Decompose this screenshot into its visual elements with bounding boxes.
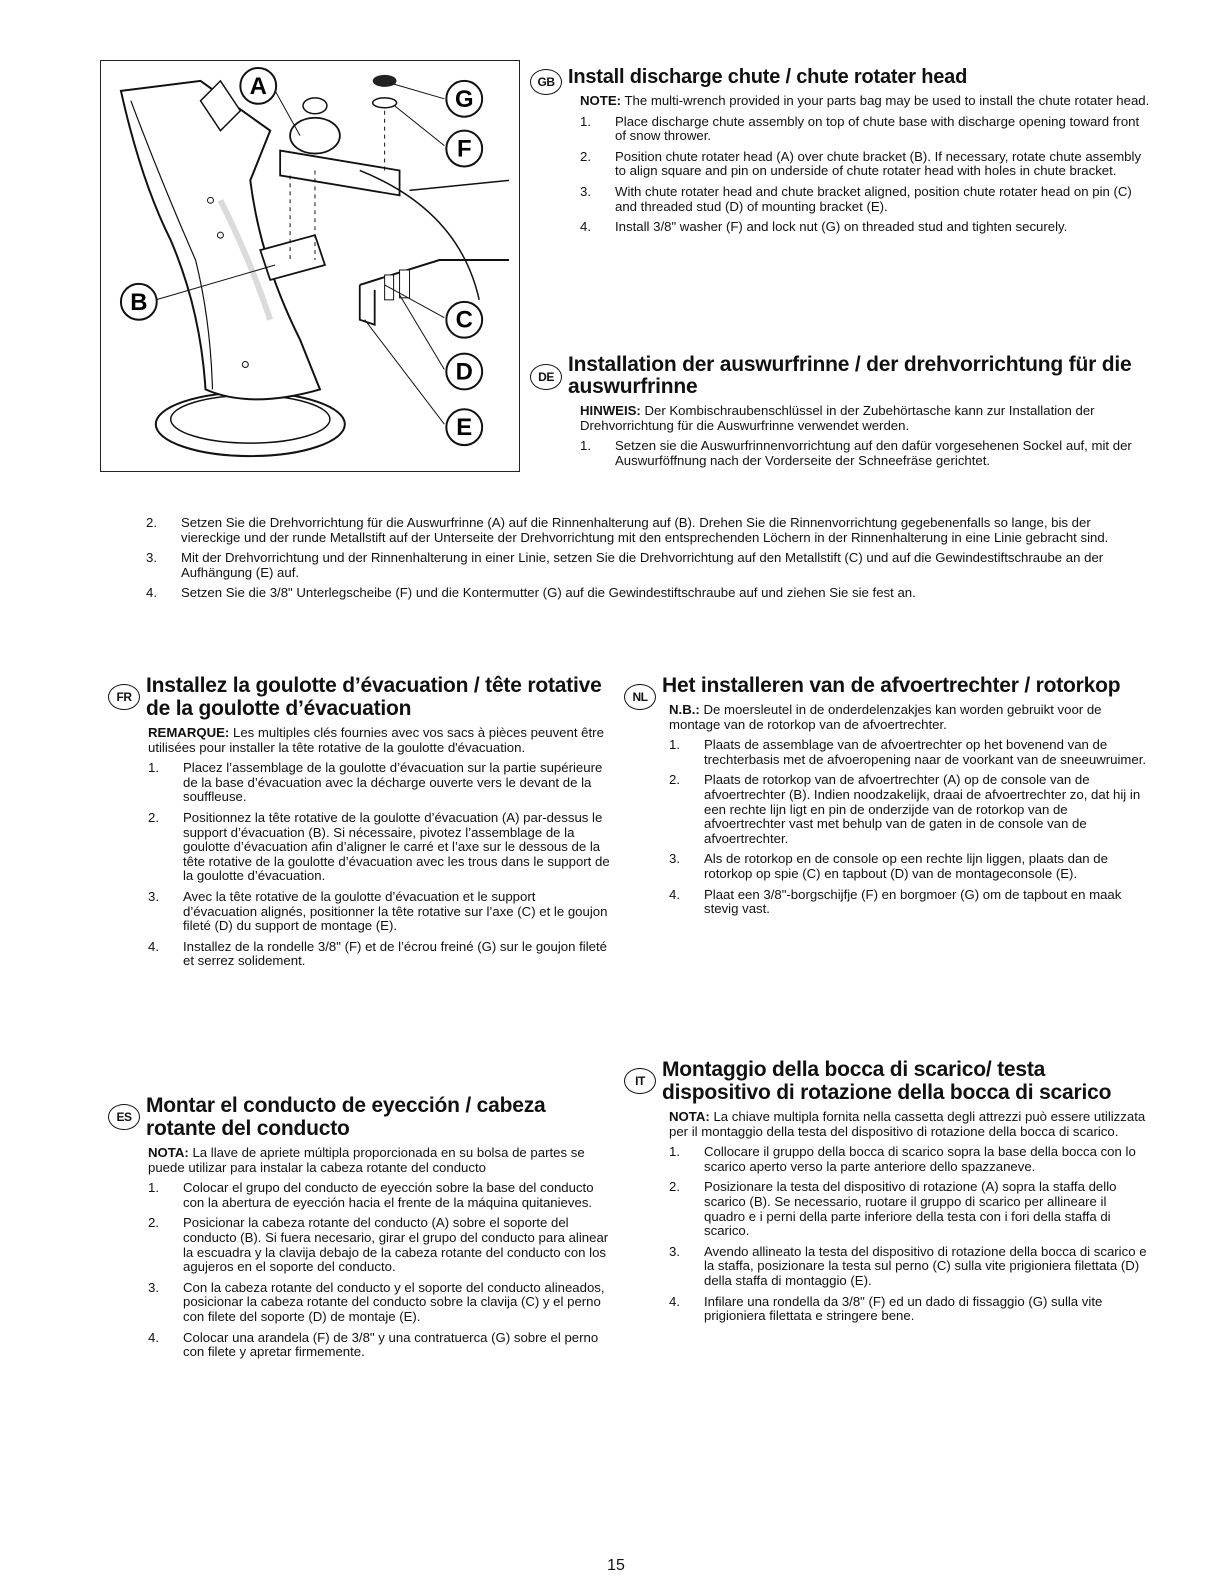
list-item: 1. Collocare il gruppo della bocca di scarico sopra la base della bocca con lo scarico aperto verso la parte anteriore dello spazzaneve. bbox=[669, 1144, 1136, 1174]
section-es-title: ES Montar el conducto de eyección / cabeza rotante del conducto bbox=[108, 1094, 613, 1140]
list-item: 4. Colocar una arandela (F) de 3/8" y una contratuerca (G) sobre el perno con filete y apretar firmemente. bbox=[148, 1329, 599, 1360]
callout-b-label: B bbox=[130, 288, 148, 316]
callout-f-label: F bbox=[456, 135, 472, 163]
language-badge-it: IT bbox=[624, 1068, 656, 1094]
section-it-note: NOTA: La chiave multipla fornita nella cassetta degli attrezzi può essere utilizzata per il montaggio della testa del dispositivo di rotazione della bocca di scarico. bbox=[669, 1109, 1146, 1139]
section-it bbox=[624, 1058, 1150, 1330]
chute-assembly-diagram bbox=[101, 61, 519, 471]
section-de bbox=[530, 354, 1150, 474]
list-item: 2. Plaats de rotorkop van de afvoertrechter (A) op de console van de afvoertrechter (B). Indien noodzakelijk, draai de afvoertrechter zo, dat hij in een rechte lijn ligt en pin de onderzijde van de rotorkop van de afvoertrechter vast met behulp van de gaten in de console van de afvoertrechter. bbox=[669, 772, 1141, 846]
section-nl-title: NL Het installeren van de afvoertrechter / rotorkop bbox=[624, 674, 1150, 697]
callout-g-label: G bbox=[454, 85, 474, 113]
list-item: 3. With chute rotater head and chute bracket aligned, position chute rotater head on pin (C) and threaded stud (D) of mounting bracket (E). bbox=[580, 183, 1132, 214]
callout-e-label: E bbox=[456, 414, 473, 442]
section-de-steps-wide bbox=[146, 516, 1150, 601]
list-item: 4. Installez de la rondelle 3/8" (F) et de l’écrou freiné (G) sur le goujon fileté et serrez solidement. bbox=[148, 938, 607, 969]
list-item: 3. Mit der Drehvorrichtung und der Rinnenhalterung in einer Linie, setzen Sie die Drehvorrichtung auf den Metallstift (C) und auf die Gewindestiftschraube an der Aufhängung (E) auf. bbox=[146, 550, 1104, 580]
list-item: 3. Als de rotorkop en de console op een rechte lijn liggen, plaats dan de rotorkop op spie (C) en tapbout (D) van de montageconsole (E). bbox=[669, 851, 1108, 881]
section-fr bbox=[108, 674, 613, 975]
list-item: 1. Placez l’assemblage de la goulotte d’évacuation sur la partie supérieure de la base d’évacuation avec la décharge ouverte vers le devant de la souffleuse. bbox=[148, 760, 603, 805]
language-badge-fr: FR bbox=[108, 684, 140, 710]
list-item: 4. Install 3/8" washer (F) and lock nut (G) on threaded stud and tighten securely. bbox=[580, 219, 1068, 235]
section-gb-note: NOTE: The multi-wrench provided in your parts bag may be used to install the chute rotater head. bbox=[580, 93, 1150, 108]
section-gb bbox=[530, 66, 1150, 241]
section-nl bbox=[624, 674, 1150, 923]
section-de-note: HINWEIS: Der Kombischraubenschlüssel in der Zubehörtasche kann zur Installation der Drehvorrichtung für die Auswurfrinne verwendet werden. bbox=[580, 403, 1095, 433]
section-it-title: IT Montaggio della bocca di scarico/ testa dispositivo di rotazione della bocca di scarico bbox=[624, 1058, 1150, 1104]
section-fr-title: FR Installez la goulotte d’évacuation / tête rotative de la goulotte d’évacuation bbox=[108, 674, 613, 720]
section-es-note: NOTA: La llave de apriete múltipla proporcionada en su bolsa de partes se puede utilizar para instalar la cabeza rotante del conducto bbox=[148, 1145, 585, 1175]
callout-c-label: C bbox=[455, 306, 473, 334]
section-fr-note: REMARQUE: Les multiples clés fournies avec vos sacs à pièces peuvent être utilisées pour installer la tête rotative de la goulotte d'évacuation. bbox=[148, 725, 604, 755]
page-number: 15 bbox=[607, 1557, 625, 1574]
section-it-steps bbox=[669, 1145, 1150, 1324]
list-item: 2. Setzen Sie die Drehvorrichtung für die Auswurfrinne (A) auf die Rinnenhalterung auf (B). Drehen Sie die Rinnenvorrichtung gegebenenfalls so lange, bis der viereckige und der runde Metallstift auf der Unterseite der Drehvorrichtung mit den entsprechenden Löchern in der Rinnenhalterung in eine Linie gebracht sind. bbox=[146, 515, 1109, 545]
list-item: 3. Con la cabeza rotante del conducto y el soporte del conducto alineados, posicionar la cabeza rotante del conducto sobre la clavija (C) y el perno con filete del soporte (D) de montaje (E). bbox=[148, 1279, 605, 1324]
section-es-steps bbox=[148, 1181, 613, 1360]
language-badge-es: ES bbox=[108, 1104, 140, 1130]
list-item: 3. Avendo allineato la testa del dispositivo di rotazione della bocca di scarico e la staffa, posizionare la testa sul perno (C) sulla vite prigioniera filettata (D) della staffa di montaggio (E). bbox=[669, 1243, 1147, 1288]
section-fr-steps bbox=[148, 761, 613, 969]
section-es bbox=[108, 1094, 613, 1366]
list-item: 1. Plaats de assemblage van de afvoertrechter op het bovenend van de trechterbasis met de afvoeropening naar de voorkant van de sneeuwruimer. bbox=[669, 737, 1147, 767]
section-de-steps-first bbox=[580, 439, 1150, 468]
list-item: 2. Position chute rotater head (A) over chute bracket (B). If necessary, rotate chute assembly to align square and pin on underside of chute rotater head with holes in chute bracket. bbox=[580, 148, 1142, 179]
list-item: 3. Avec la tête rotative de la goulotte d’évacuation et le support d’évacuation alignés, positionner la tête rotative sur l’axe (C) et le goujon fileté (D) du support de montage (E). bbox=[148, 888, 608, 934]
list-item: 1. Colocar el grupo del conducto de eyección sobre la base del conducto con la abertura de eyección hacia el frente de la máquina quitanieves. bbox=[148, 1180, 594, 1210]
callout-a-label: A bbox=[249, 72, 267, 100]
list-item: 2. Posicionar la cabeza rotante del conducto (A) sobre el soporte del conducto (B). Si fuera necesario, girar el grupo del conducto para alinear la escuadra y la clavija debajo de la cabeza rotante del conducto con los agujeros en el soporte del conducto. bbox=[148, 1215, 609, 1275]
language-badge-nl: NL bbox=[624, 684, 656, 710]
list-item: 4. Setzen Sie die 3/8" Unterlegscheibe (F) und die Kontermutter (G) auf die Gewindestiftschraube auf und ziehen Sie sie fest an. bbox=[146, 585, 916, 601]
callout-d-label: D bbox=[455, 358, 473, 386]
section-de-continued bbox=[146, 516, 1150, 607]
list-item: 2. Positionnez la tête rotative de la goulotte d’évacuation (A) par-dessus le support d’évacuation (B). Si nécessaire, pivotez l’assemblage de la goulotte d’évacuation afin d’aligner le carré et l’axe sur le dessous de la tête rotative de la goulotte d’évacuation avec les trous dans le support de la goulotte d’évacuation. bbox=[148, 809, 610, 884]
section-nl-steps bbox=[669, 738, 1150, 917]
section-gb-steps bbox=[580, 115, 1150, 235]
list-item: 1. Place discharge chute assembly on top of chute base with discharge opening toward front of snow thrower. bbox=[580, 113, 1140, 144]
section-gb-title: GB Install discharge chute / chute rotater head bbox=[530, 66, 1150, 88]
section-nl-note: N.B.: De moersleutel in de onderdelenzakjes kan worden gebruikt voor de montage van de rotorkop van de afvoertrechter. bbox=[669, 702, 1102, 732]
list-item: 4. Plaat een 3/8"-borgschijfje (F) en borgmoer (G) om de tapbout en maak stevig vast. bbox=[669, 886, 1122, 917]
list-item: 4. Infilare una rondella da 3/8" (F) ed un dado di fissaggio (G) sulla vite prigioniera filettata e stringere bene. bbox=[669, 1293, 1103, 1324]
language-badge-gb: GB bbox=[530, 69, 562, 95]
list-item: 1. Setzen sie die Auswurfrinnenvorrichtung auf den dafür vorgesehenen Sockel auf, mit der Auswurföffnung nach der Vorderseite der Schneefräse gerichtet. bbox=[580, 438, 1132, 468]
language-badge-de: DE bbox=[530, 364, 562, 390]
list-item: 2. Posizionare la testa del dispositivo di rotazione (A) sopra la staffa dello scarico (B). Se necessario, ruotare il gruppo di scarico per allineare il quadro e i perni della parte inferiore della testa con i fori della staffa di scarico. bbox=[669, 1179, 1117, 1239]
section-de-title: DE Installation der auswurfrinne / der drehvorrichtung für die auswurfrinne bbox=[530, 354, 1150, 398]
assembly-figure bbox=[100, 60, 520, 472]
